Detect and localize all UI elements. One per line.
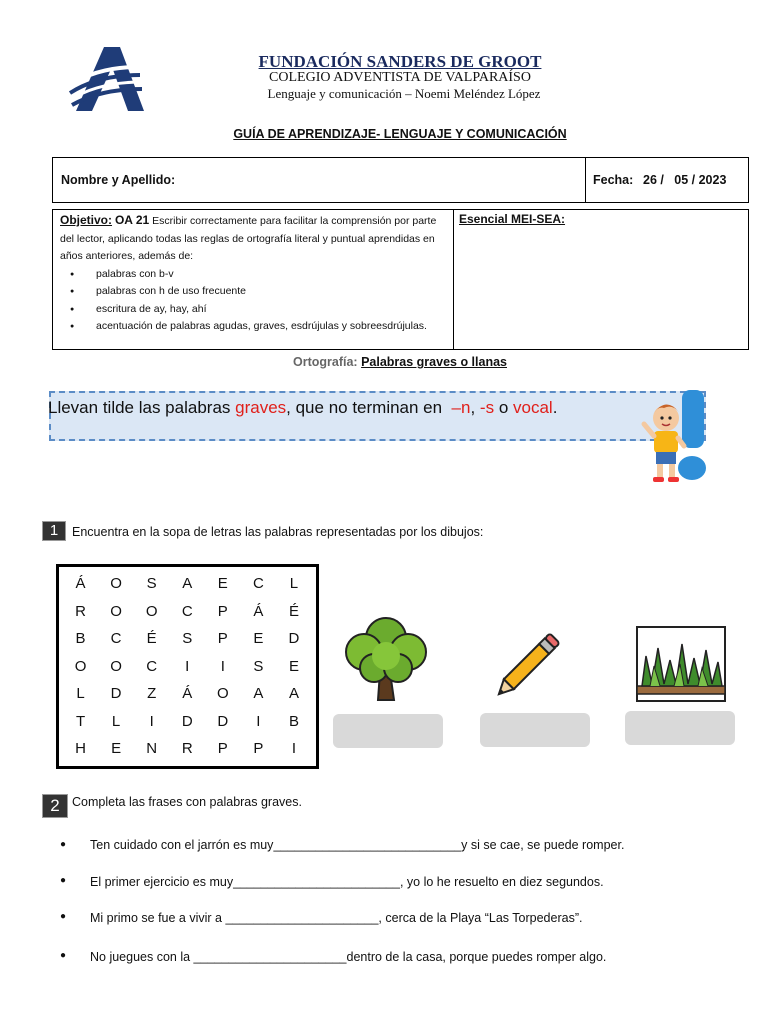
sentence-3 [90, 911, 582, 925]
word-search-grid [56, 564, 319, 769]
objective-code: OA 21 [114, 213, 150, 227]
grid-cell[interactable]: I [149, 712, 155, 730]
bullet: ● [60, 950, 67, 961]
grid-cell[interactable]: P [217, 740, 229, 758]
grid-cell[interactable]: P [217, 602, 229, 620]
sentence-text: dentro de la casa, porque puedes romper algo. [346, 950, 607, 964]
grid-cell[interactable]: D [110, 685, 123, 703]
rule-text [48, 398, 557, 418]
objective-text-block [60, 212, 450, 336]
sentence-1 [90, 838, 624, 852]
grid-cell[interactable]: O [145, 602, 158, 620]
blank-2[interactable]: ________________________ [233, 875, 400, 889]
grid-cell[interactable]: Á [253, 602, 264, 620]
boy-exclamation-icon [636, 388, 716, 488]
school-name: COLEGIO ADVENTISTA DE VALPARAÍSO [269, 70, 531, 85]
grass-icon [636, 626, 726, 702]
objective-label: Objetivo: [60, 213, 113, 227]
subject-teacher: Lenguaje y comunicación – Noemi Meléndez López [267, 86, 541, 101]
section-1-instruction [72, 525, 483, 539]
grid-cell[interactable]: É [146, 630, 158, 648]
rule-vocal: vocal [513, 398, 553, 417]
grid-cell[interactable]: Z [147, 685, 157, 703]
student-info-box [52, 157, 749, 203]
grid-cell[interactable]: L [289, 575, 299, 592]
rule-part: Llevan tilde las palabras [48, 398, 236, 417]
grid-cell[interactable]: R [181, 740, 194, 758]
rule-part: , que no terminan en [286, 398, 452, 417]
grid-cell[interactable]: O [216, 685, 230, 703]
grid-cell[interactable]: A [182, 575, 193, 592]
sentence-2 [90, 875, 604, 889]
ortografia-heading [0, 355, 768, 369]
grid-cell[interactable]: D [181, 712, 194, 730]
grid-cell[interactable]: O [110, 575, 123, 592]
grid-cell[interactable]: H [75, 740, 87, 758]
grid-cell[interactable]: R [75, 602, 87, 620]
grid-cell[interactable]: S [182, 630, 193, 648]
bullet: ● [60, 875, 67, 886]
grid-cell[interactable]: É [288, 602, 300, 620]
sentence-text: y si se cae, se puede romper. [461, 838, 625, 852]
grid-cell[interactable]: I [220, 657, 226, 675]
blank-3[interactable]: ______________________ [225, 911, 379, 925]
grid-cell[interactable]: L [111, 712, 121, 730]
grid-cell[interactable]: E [111, 740, 122, 758]
answer-box-tree[interactable] [333, 714, 443, 748]
objective-list [60, 266, 450, 336]
grid-cell[interactable]: E [253, 630, 264, 648]
grid-cell[interactable]: D [217, 712, 229, 730]
tree-icon [340, 612, 432, 704]
grid-cell[interactable]: P [217, 630, 229, 648]
pencil-icon [494, 628, 566, 698]
section-2-instruction: Completa las frases con palabras graves. [72, 795, 302, 809]
grid-cell[interactable]: O [110, 657, 123, 675]
grid-cell[interactable]: S [146, 575, 158, 592]
grid-cell[interactable]: I [256, 712, 261, 730]
sentence-text: , cerca de la Playa “Las Torpederas”. [378, 911, 583, 925]
grid-cell[interactable]: A [288, 685, 300, 703]
ortografia-topic: Palabras graves o llanas [361, 355, 507, 369]
guide-title: GUÍA DE APRENDIZAJE- LENGUAJE Y COMUNICACIÓN [233, 127, 567, 141]
name-label: Nombre y Apellido: [61, 173, 176, 187]
objective-item: ● palabras con b-v [96, 266, 450, 284]
grid-cell[interactable]: C [252, 575, 265, 592]
rule-graves: graves [235, 398, 287, 417]
grid-cell[interactable]: I [291, 740, 297, 758]
answer-box-pencil[interactable] [480, 713, 590, 747]
section-1-colon: : [479, 525, 484, 539]
organization-name: FUNDACIÓN SANDERS DE GROOT [258, 52, 542, 71]
grid-cell[interactable]: A [253, 685, 264, 703]
grid-cell[interactable]: B [288, 712, 300, 730]
sentence-4 [90, 950, 606, 964]
date-label: Fecha: [593, 173, 634, 187]
date-value: 26 / 05 / 2023 [643, 173, 727, 187]
objective-description: Escribir correctamente para facilitar la comprensión por parte del lector, aplicando todas las reglas de ortografía literal y puntual aprendidas en años anteriores, además de: [60, 215, 437, 262]
bullet: ● [60, 839, 67, 850]
objective-box [52, 209, 749, 350]
objective-item: ● acentuación de palabras agudas, graves, esdrújulas y sobreesdrújulas. [96, 318, 450, 336]
grid-cell[interactable]: O [74, 657, 87, 675]
ortografia-label: Ortografía: [293, 355, 358, 369]
grid-cell[interactable]: C [181, 602, 194, 620]
grid-cell[interactable]: E [288, 657, 300, 675]
answer-box-grass[interactable] [625, 711, 735, 745]
grid-cell[interactable]: C [110, 630, 123, 648]
grid-cell[interactable]: N [146, 740, 158, 758]
grid-cell[interactable]: Á [75, 575, 87, 592]
grid-cell[interactable]: P [253, 740, 264, 758]
grid-cell[interactable]: D [288, 630, 300, 648]
esencial-label: Esencial MEI-SEA: [459, 212, 566, 226]
bullet: ● [60, 911, 67, 922]
objective-item: ● palabras con h de uso frecuente [96, 283, 450, 301]
sentence-text: , yo lo he resuelto en diez segundos. [399, 875, 604, 889]
sentence-text: El primer ejercicio es muy [90, 875, 234, 889]
sentence-text: Mi primo se fue a vivir a [90, 911, 226, 925]
section-2-number: 2 [42, 794, 68, 818]
objective-item: ● escritura de ay, hay, ahí [96, 301, 450, 319]
rule-part: o [494, 398, 513, 417]
sentence-text: No juegues con la [90, 950, 194, 964]
section-1-number: 1 [42, 521, 66, 541]
rule-n: –n [451, 398, 471, 417]
grid-cell[interactable]: Á [182, 685, 193, 703]
rule-s: -s [479, 398, 495, 417]
rule-part: , [470, 398, 480, 417]
blank-1[interactable]: ___________________________ [273, 838, 462, 852]
blank-4[interactable]: ______________________ [193, 950, 347, 964]
grid-cell[interactable]: C [146, 657, 158, 675]
grid-cell[interactable]: E [217, 575, 229, 592]
grid-cell[interactable]: L [76, 685, 86, 703]
grid-cell[interactable]: T [75, 712, 86, 730]
grid-cell[interactable]: I [185, 657, 190, 675]
grid-cell[interactable]: S [253, 657, 264, 675]
section-1-instruction-text: Encuentra en la sopa de letras las palabras representadas por los dibujos [72, 525, 480, 539]
grid-cell[interactable]: O [110, 602, 123, 620]
sentence-text: Ten cuidado con el jarrón es muy [90, 838, 274, 852]
grid-cell[interactable]: B [75, 630, 87, 648]
rule-part: . [552, 398, 558, 417]
